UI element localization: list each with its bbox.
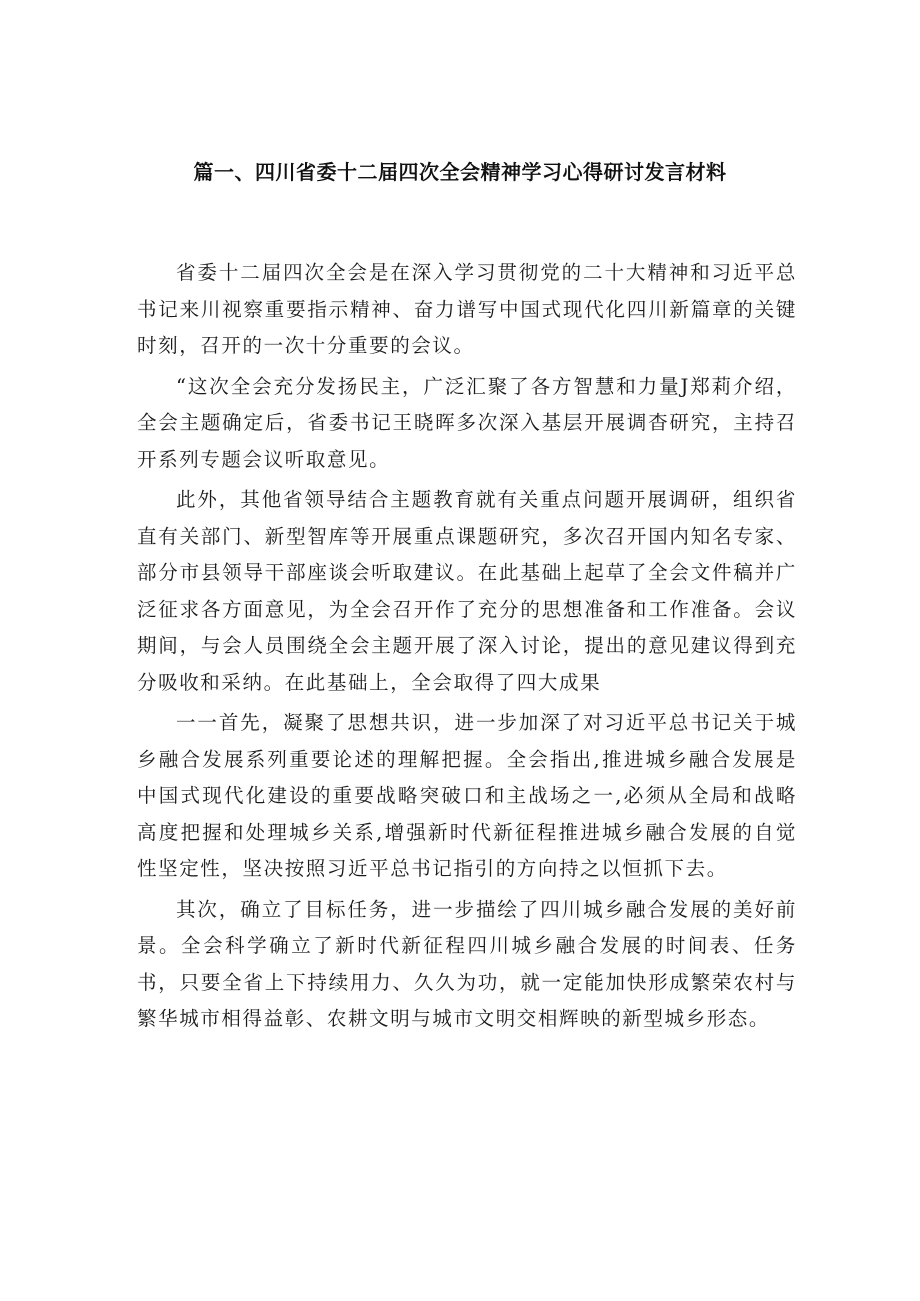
- paragraph-2: “这次全会充分发扬民主，广泛汇聚了各方智慧和力量J郑莉介绍，全会主题确定后，省委书记王晓晖多次深入基层开展调杳研究，主持召开系列专题会议听取意见。: [137, 374, 797, 471]
- document-body: [137, 255, 797, 1042]
- paragraph-1: 省委十二届四次全会是在深入学习贯彻党的二十大精神和习近平总书记来川视察重要指示精神、奋力谱写中国式现代化四川新篇章的关键时刻，召开的一次十分重要的会议。: [137, 261, 797, 357]
- paragraph-3: 此外，其他省领导结合主题教育就有关重点问题开展调研，组织省直有关部门、新型智库等开展重点课题研究，多次召开国内知名专家、部分市县领导干部座谈会听取建议。在此基础上起草了全会文件稿并广泛征求各方面意见，为全会召开作了充分的思想准备和工作准备。会议期间，与会人员围绕全会主题开展了深入讨论，提出的意见建议得到充分吸收和采纳。在此基础上，全会取得了四大成果: [137, 488, 797, 694]
- paragraph-5: 其次，确立了目标任务，进一步描绘了四川城乡融合发展的美好前景。全会科学确立了新时代新征程四川城乡融合发展的时间表、任务书，只要全省上下持续用力、久久为功，就一定能加快形成繁荣农村与繁华城市相得益彰、农耕文明与城市文明交相辉映的新型城乡形态。: [137, 897, 797, 1030]
- document-title: 篇一、四川省委十二届四次全会精神学习心得研讨发言材料: [193, 160, 727, 184]
- paragraph-4: 一一首先，凝聚了思想共识，进一步加深了对习近平总书记关于城乡融合发展系列重要论述的理解把握。全会指出,推进城乡融合发展是中国式现代化建设的重要战略突破口和主战场之一,必须从全局和战略高度把握和处理城乡关系,增强新时代新征程推进城乡融合发展的自觉性坚定性，坚决按照习近平总书记指引的方向持之以恒抓下去。: [137, 711, 797, 880]
